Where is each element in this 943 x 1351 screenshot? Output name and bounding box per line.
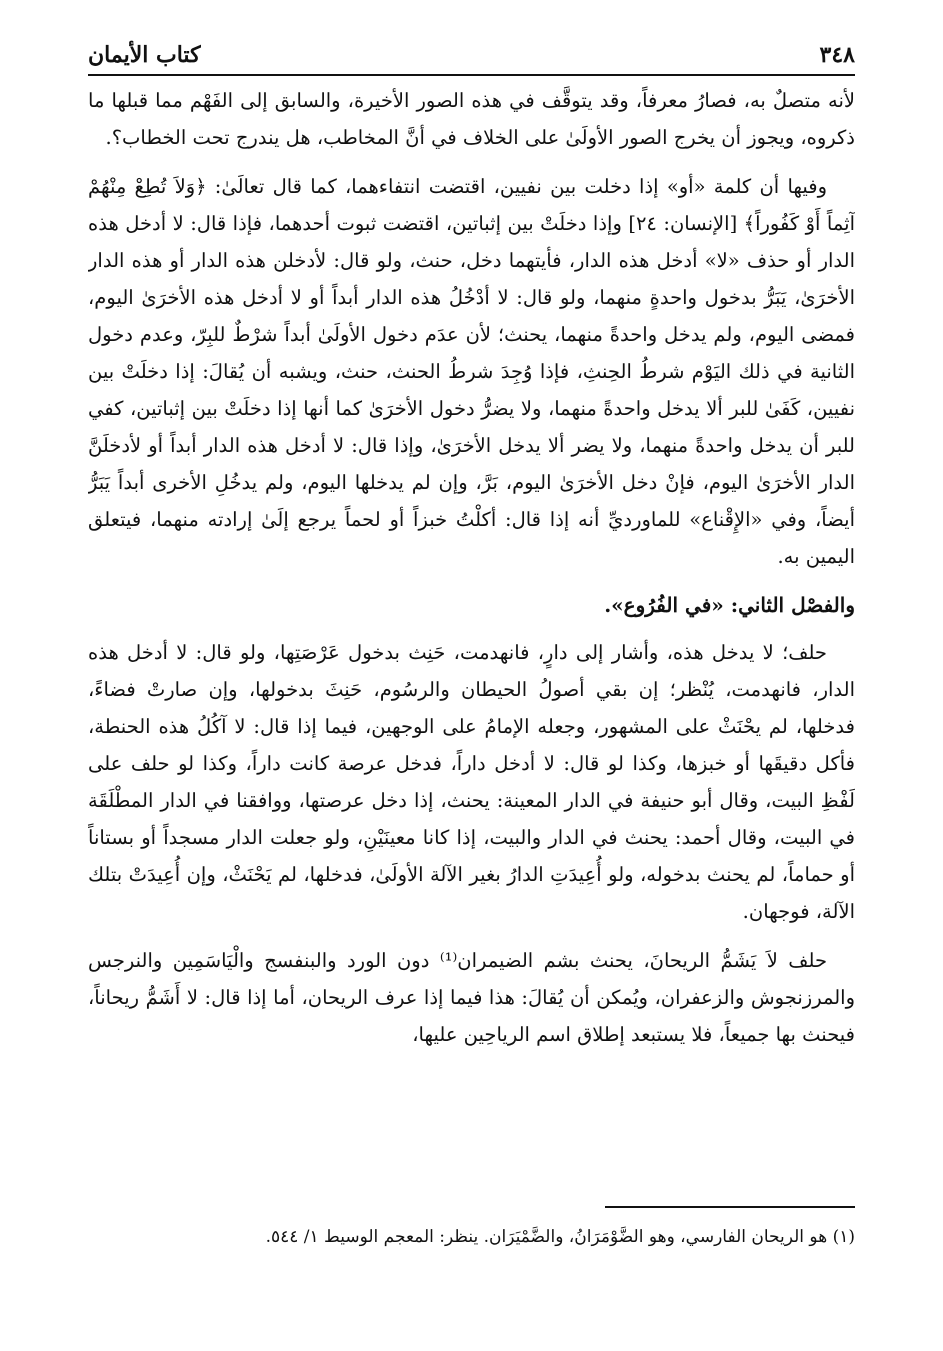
paragraph-2: وفيها أن كلمة «أو» إذا دخلت بين نفيين، اقتضت انتفاءهما، كما قال تعالَىٰ: ﴿وَلاَ تُطِعْ مِنْهُمْ آثِماً أَوْ كَفُوراً﴾ [الإنسان: ٢٤] وإذا دخلَتْ بين إثباتين، اقتضت ثبوت أحدهما، فإذا قال: لا أدخل هذه الدار أو حذف «لا» أدخل هذه الدار، فأيتهما دخل، حنث، ولو قال: لأدخلن هذه الدار أو هذه الدار الأخرَىٰ، يَبَرُّ بدخول واحدةٍ منهما، ولو قال: لا أدْخُلُ هذه الدار أبداً أو لا أدخل هذه الأخرَىٰ اليوم، فمضى اليوم، ولم يدخل واحدةً منهما، يحنث؛ لأن عدَم دخول الأولَىٰ أبداً شرْطٌ للبِرّ، وعدم دخول الثانية في ذلك اليَوْم شرطُ الحِنثِ، فإذا وُجِدَ شرطُ الحنث، حنث، ويشبه أن يُقالَ: إذا دخلَتْ بين نفيين، كَفَىٰ للبر ألا يدخل واحدةً منهما، ولا يضرُّ دخول الأخرَىٰ كما أنها إذا دخلَتْ بين إثباتين، كفي للبر أن يدخل واحدةً منهما، ولا يضر ألا يدخل الأخرَىٰ، وإذا قال: لا أدخل هذه الدار أبداً أو لأدخلَنَّ الدار الأخرَىٰ اليوم، فإنْ دخل الأخرَىٰ اليوم، بَرَّ، وإن لم يدخلها اليوم، ولم يدخُلِ الأخرى أبداً يَبَرُّ أيضاً، وفي «الإِقْناع» للماورديِّ أنه إذا قال: أكلْتُ خبزاً أو لحماً يرجع إلَىٰ إرادته منهما، فيتعلق اليمين به. [88,175,855,568]
main-text [88,82,855,1202]
paragraph-1: لأنه متصلٌ به، فصارُ معرفاً، وقد يتوقَّف في هذه الصور الأخيرة، والسابق إلى الفَهْم مما قبلها ما ذكروه، ويجوز أن يخرج الصور الأولَىٰ على الخلاف في أنَّ المخاطب، هل يندرج تحت الخطاب؟. [88,89,855,149]
page-header [88,24,855,76]
section-heading: والفصْل الثاني: «في الفُرُوع». [604,593,855,617]
page-number: ٣٤٨ [819,42,855,68]
footnote: (١) هو الريحان الفارسي، وهو الضَّوْمَرَانُ، والضَّمْيَرَان. ينظر: المعجم الوسيط ١/ ٥٤٤. [265,1227,855,1247]
footnote-divider [605,1206,855,1208]
paragraph-3: حلف؛ لا يدخل هذه، وأشار إلى دارٍ، فانهدمت، حَنِث بدخول عَرْصَتِها، ولو قال: لا أدخل هذه الدار، فانهدمت، يُنْظر؛ إن بقي أصولُ الحيطان والرسُوم، حَنِثَ بدخولها، وإن صارتْ فضاءً، فدخلها، لم يحْنَثْ على المشهور، وجعله الإمامُ على الوجهين، فيما إذا قال: لا آكُلُ هذه الحنطة، فأكل دقيقَها أو خبزها، وكذا لو قال: لا أدخل داراً، فدخل عرصة كانت داراً، وكذا لو حلف على لَفْظِ البيت، وقال أبو حنيفة في الدار المعينة: يحنث، إذا دخل عرصتها، ووافقنا في الدار المطْلَقَة في البيت، وقال أحمد: يحنث في الدار والبيت، إذا كانا معينَيْنِ، ولو جعلت الدار مسجداً أو بستاناً أو حماماً، لم يحنث بدخوله، ولو أُعِيدَتِ الدارُ بغير الآلة الأولَىٰ، فدخلها، لم يَحْنَثْ، وإن أُعِيدَتْ بتلك الآلة، فوجهان. [88,641,855,923]
running-title: كتاب الأيمان [88,42,201,68]
paragraph-4: حلف لاَ يَشَمُّ الريحانَ، يحنث بشم الضيمران⁽¹⁾ دون الورد والبنفسج والْيَاسَمِين والنرجس والمرزنجوش والزعفران، ويُمكن أن يُقالَ: هذا فيما إذا عرف الريحان، أما إذا قال: لا أَشَمُّ ريحاناً، فيحنث بها جميعاً، فلا يستبعد إطلاق اسم الرياحِين عليها، [88,949,855,1046]
